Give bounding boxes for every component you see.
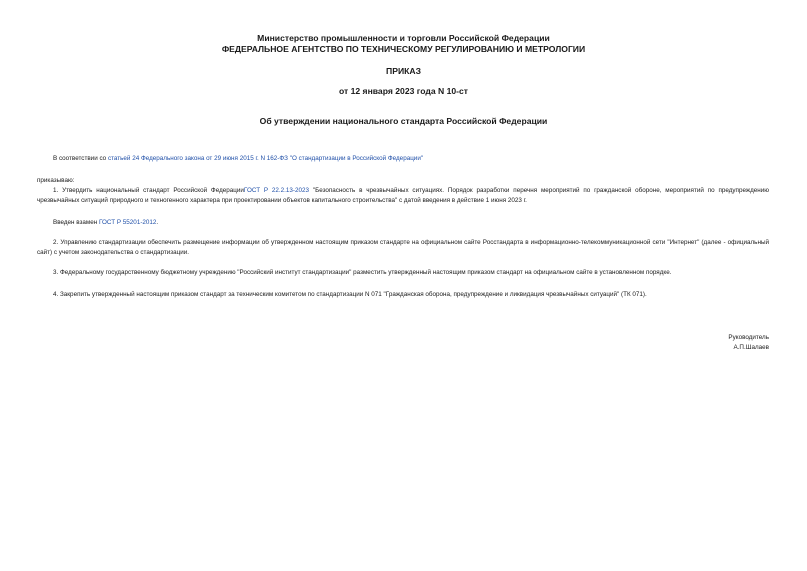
gost-22-2-13-2023-link[interactable]: ГОСТ Р 22.2.13-2023 <box>243 187 310 194</box>
federal-law-link[interactable]: статьей 24 Федерального закона от 29 июня 2015 г. N 162-ФЗ "О стандартизации в Российской Федерации" <box>107 155 424 162</box>
order-word: приказываю: <box>37 177 75 184</box>
replaced-suffix: . <box>156 219 159 226</box>
item-1-suffix: "Безопасность в чрезвычайных ситуациях. Порядок разработки перечня мероприятий по гражданской обороне, мероприятий по предупреждению чрезвычайных ситуаций природного и техногенного характера при проектировании объектов капитального строительства" с датой введения в действие 1 июня 2023 г. <box>37 187 769 204</box>
item-1-paragraph <box>37 186 769 206</box>
item-4-paragraph: 4. Закрепить утвержденный настоящим приказом стандарт за техническим комитетом по стандартизации N 071 "Гражданская оборона, предупреждение и ликвидация чрезвычайных ситуаций" (ТК 071). <box>53 291 647 298</box>
signatory-title: Руководитель <box>728 334 769 341</box>
agency-name: ФЕДЕРАЛЬНОЕ АГЕНТСТВО ПО ТЕХНИЧЕСКОМУ РЕГУЛИРОВАНИЮ И МЕТРОЛОГИИ <box>221 44 586 54</box>
preamble-paragraph <box>37 154 769 164</box>
replaced-prefix: Введен взамен <box>53 219 99 226</box>
preamble-text: В соответствии со <box>53 155 108 162</box>
item-2-paragraph: 2. Управлению стандартизации обеспечить размещение информации об утвержденном настоящим приказом стандарте на официальном сайте Росстандарта в информационно-телекоммуникационной сети "Интернет" (далее - официальный сайт) с учетом законодательства о стандартизации. <box>37 239 769 256</box>
document-date-number: от 12 января 2023 года N 10-ст <box>338 86 468 96</box>
item-3-paragraph: 3. Федеральному государственному бюджетному учреждению "Российский институт стандартизации" разместить утвержденный настоящим приказом стандарт на официальном сайте в установленном порядке. <box>53 269 672 276</box>
replaced-standard-paragraph <box>37 218 769 228</box>
document-type: ПРИКАЗ <box>386 66 421 76</box>
signatory-name: А.П.Шалаев <box>733 344 769 351</box>
ministry-name: Министерство промышленности и торговли Российской Федерации <box>257 33 550 43</box>
gost-55201-2012-link[interactable]: ГОСТ Р 55201-2012 <box>98 219 157 226</box>
document-subject: Об утверждении национального стандарта Российской Федерации <box>259 116 548 126</box>
item-1-prefix: 1. Утвердить национальный стандарт Российской Федерации <box>53 187 244 194</box>
